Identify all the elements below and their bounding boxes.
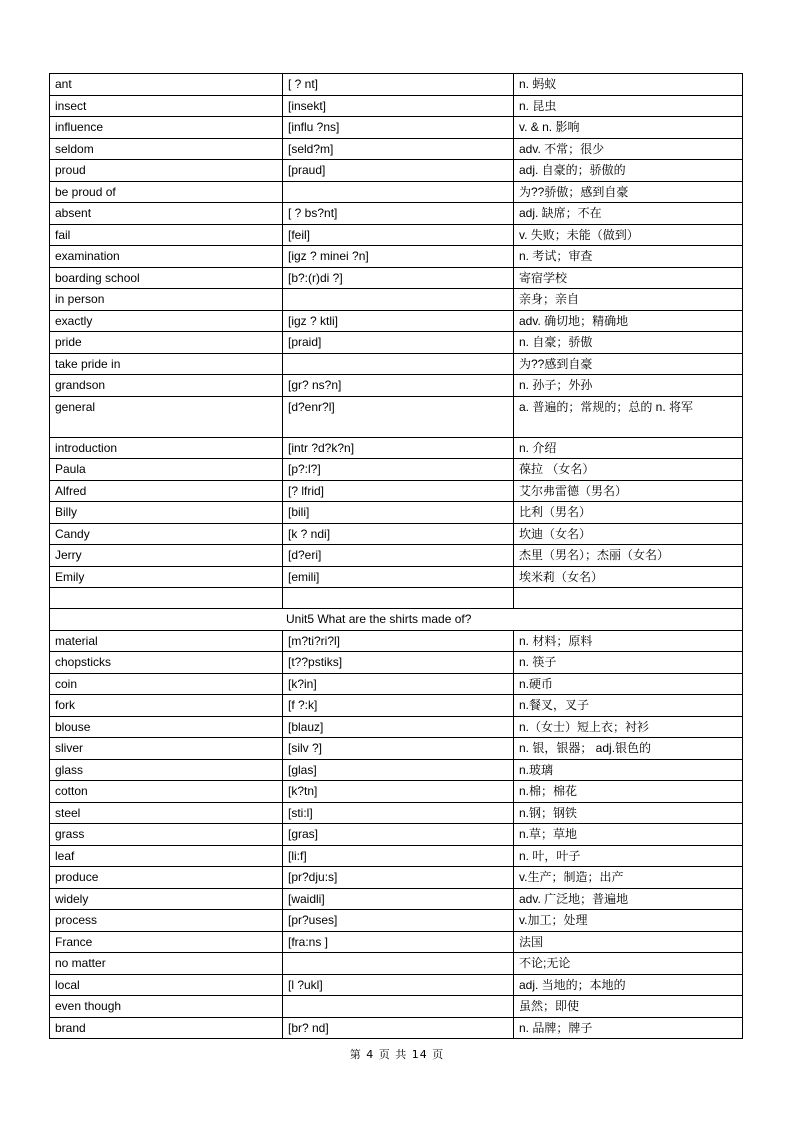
word-cell: pride [50, 332, 283, 354]
vocab-row-general [50, 396, 743, 437]
word-cell: insect [50, 95, 283, 117]
meaning-cell: 为??骄傲；感到自豪 [514, 181, 743, 203]
phonetic-cell: [l ?ukl] [283, 974, 514, 996]
phonetic-cell: [gras] [283, 824, 514, 846]
meaning-cell: n.草；草地 [514, 824, 743, 846]
phonetic-cell: [igz ? ktli] [283, 310, 514, 332]
meaning-cell: n. 银，银器； adj.银色的 [514, 738, 743, 760]
meaning-cell: n.硬币 [514, 673, 743, 695]
table-row [50, 931, 743, 953]
meaning-cell: adv. 广泛地；普遍地 [514, 888, 743, 910]
word-cell: be proud of [50, 181, 283, 203]
vocabulary-page [49, 73, 743, 1039]
word-cell: widely [50, 888, 283, 910]
word-cell: leaf [50, 845, 283, 867]
meaning-cell: 为??感到自豪 [514, 353, 743, 375]
word-cell: material [50, 630, 283, 652]
phonetic-cell [283, 181, 514, 203]
table-row [50, 332, 743, 354]
meaning-cell: n. 考试；审查 [514, 246, 743, 268]
phonetic-cell: [ ? bs?nt] [283, 203, 514, 225]
meaning-cell: 艾尔弗雷德（男名） [514, 480, 743, 502]
word-cell: absent [50, 203, 283, 225]
word-cell: Emily [50, 566, 283, 588]
table-row [50, 117, 743, 139]
table-row [50, 74, 743, 96]
blank-row [50, 588, 743, 609]
word-cell: introduction [50, 437, 283, 459]
phonetic-cell: [k?tn] [283, 781, 514, 803]
table-row [50, 953, 743, 975]
phonetic-cell: [blauz] [283, 716, 514, 738]
table-row [50, 652, 743, 674]
word-cell: take pride in [50, 353, 283, 375]
phonetic-cell: [li:f] [283, 845, 514, 867]
meaning-cell: n.玻璃 [514, 759, 743, 781]
word-cell: Billy [50, 502, 283, 524]
phonetic-cell: [insekt] [283, 95, 514, 117]
table-row [50, 437, 743, 459]
word-cell: glass [50, 759, 283, 781]
table-row [50, 845, 743, 867]
meaning-cell: 埃米莉（女名） [514, 566, 743, 588]
phonetic-cell: [k ? ndi] [283, 523, 514, 545]
meaning-cell: a. 普遍的；常规的；总的 n. 将军 [514, 396, 743, 437]
phonetic-cell: [igz ? minei ?n] [283, 246, 514, 268]
table-row [50, 888, 743, 910]
word-cell: Paula [50, 459, 283, 481]
phonetic-cell: [d?enr?l] [283, 396, 514, 437]
phonetic-cell: [praud] [283, 160, 514, 182]
table-row [50, 781, 743, 803]
meaning-cell: adj. 缺席；不在 [514, 203, 743, 225]
meaning-cell: adj. 当地的；本地的 [514, 974, 743, 996]
phonetic-cell: [fra:ns ] [283, 931, 514, 953]
meaning-cell: 不论;无论 [514, 953, 743, 975]
phonetic-cell: [sti:l] [283, 802, 514, 824]
phonetic-cell: [f ?:k] [283, 695, 514, 717]
phonetic-cell: [pr?uses] [283, 910, 514, 932]
phonetic-cell: [gr? ns?n] [283, 375, 514, 397]
table-row [50, 630, 743, 652]
phonetic-cell: [pr?dju:s] [283, 867, 514, 889]
word-cell: examination [50, 246, 283, 268]
meaning-cell: n. 蚂蚁 [514, 74, 743, 96]
table-row [50, 545, 743, 567]
word-cell: cotton [50, 781, 283, 803]
table-row [50, 974, 743, 996]
table-row [50, 95, 743, 117]
word-cell: fork [50, 695, 283, 717]
word-cell: coin [50, 673, 283, 695]
table-row [50, 738, 743, 760]
meaning-cell: 杰里（男名）；杰丽（女名） [514, 545, 743, 567]
phonetic-cell: [seld?m] [283, 138, 514, 160]
word-cell: France [50, 931, 283, 953]
table-row [50, 566, 743, 588]
word-cell: blouse [50, 716, 283, 738]
meaning-cell: v.生产；制造；出产 [514, 867, 743, 889]
table-row [50, 523, 743, 545]
meaning-cell: n.餐叉，叉子 [514, 695, 743, 717]
table-row [50, 160, 743, 182]
word-cell: boarding school [50, 267, 283, 289]
meaning-cell: n.（女士）短上衣；衬衫 [514, 716, 743, 738]
word-cell: local [50, 974, 283, 996]
phonetic-cell [283, 289, 514, 311]
meaning-cell: n. 叶，叶子 [514, 845, 743, 867]
meaning-cell: 坎迪（女名） [514, 523, 743, 545]
table-row [50, 996, 743, 1018]
word-cell: grandson [50, 375, 283, 397]
word-cell: Candy [50, 523, 283, 545]
meaning-cell: v.加工；处理 [514, 910, 743, 932]
table-row [50, 673, 743, 695]
table-row [50, 459, 743, 481]
phonetic-cell: [d?eri] [283, 545, 514, 567]
phonetic-cell [283, 353, 514, 375]
meaning-cell: 葆拉 （女名） [514, 459, 743, 481]
word-cell: proud [50, 160, 283, 182]
table-row [50, 1017, 743, 1039]
meaning-cell: 虽然；即使 [514, 996, 743, 1018]
vocab-rows-part-2 [50, 437, 743, 588]
table-row [50, 353, 743, 375]
phonetic-cell: [b?:(r)di ?] [283, 267, 514, 289]
table-row [50, 867, 743, 889]
meaning-cell: n.棉；棉花 [514, 781, 743, 803]
meaning-cell: n. 品牌；牌子 [514, 1017, 743, 1039]
table-row [50, 203, 743, 225]
word-cell: in person [50, 289, 283, 311]
table-row [50, 695, 743, 717]
phonetic-cell: [waidli] [283, 888, 514, 910]
meaning-cell: n. 筷子 [514, 652, 743, 674]
table-row [50, 310, 743, 332]
phonetic-cell: [br? nd] [283, 1017, 514, 1039]
meaning-cell: 法国 [514, 931, 743, 953]
phonetic-cell: [t??pstiks] [283, 652, 514, 674]
meaning-cell: n. 昆虫 [514, 95, 743, 117]
table-row [50, 502, 743, 524]
phonetic-cell: [intr ?d?k?n] [283, 437, 514, 459]
phonetic-cell: [k?in] [283, 673, 514, 695]
table-row [50, 480, 743, 502]
blank-cell [283, 588, 514, 609]
meaning-cell: adv. 确切地；精确地 [514, 310, 743, 332]
table-row [50, 246, 743, 268]
phonetic-cell [283, 996, 514, 1018]
phonetic-cell: [ ? nt] [283, 74, 514, 96]
meaning-cell: v. & n. 影响 [514, 117, 743, 139]
vocab-rows-part-1 [50, 74, 743, 397]
meaning-cell: n.钢；钢铁 [514, 802, 743, 824]
word-cell: seldom [50, 138, 283, 160]
table-row [50, 759, 743, 781]
unit-separator [50, 588, 743, 631]
word-cell: Alfred [50, 480, 283, 502]
phonetic-cell: [m?ti?ri?l] [283, 630, 514, 652]
phonetic-cell: [? lfrid] [283, 480, 514, 502]
table-row [50, 138, 743, 160]
table-row [50, 289, 743, 311]
meaning-cell: n. 材料；原料 [514, 630, 743, 652]
table-row [50, 267, 743, 289]
word-cell: brand [50, 1017, 283, 1039]
vocabulary-table [49, 73, 743, 1039]
page-footer: 第 4 页 共 14 页 [349, 1048, 445, 1061]
table-row [50, 224, 743, 246]
blank-cell [50, 588, 283, 609]
table-row [50, 716, 743, 738]
word-cell: chopsticks [50, 652, 283, 674]
meaning-cell: 亲身；亲自 [514, 289, 743, 311]
meaning-cell: v. 失败；未能（做到） [514, 224, 743, 246]
word-cell: no matter [50, 953, 283, 975]
table-row [50, 802, 743, 824]
phonetic-cell [283, 953, 514, 975]
word-cell: grass [50, 824, 283, 846]
meaning-cell: n. 自豪；骄傲 [514, 332, 743, 354]
vocab-rows-part-3 [50, 630, 743, 1039]
word-cell: fail [50, 224, 283, 246]
word-cell: influence [50, 117, 283, 139]
word-cell: general [50, 396, 283, 437]
phonetic-cell: [feil] [283, 224, 514, 246]
blank-cell [514, 588, 743, 609]
word-cell: exactly [50, 310, 283, 332]
meaning-cell: 比利（男名） [514, 502, 743, 524]
unit-heading-row [50, 609, 743, 631]
phonetic-cell: [influ ?ns] [283, 117, 514, 139]
meaning-cell: n. 介绍 [514, 437, 743, 459]
phonetic-cell: [emili] [283, 566, 514, 588]
word-cell: sliver [50, 738, 283, 760]
meaning-cell: n. 孙子；外孙 [514, 375, 743, 397]
phonetic-cell: [praid] [283, 332, 514, 354]
meaning-cell: 寄宿学校 [514, 267, 743, 289]
meaning-cell: adj. 自豪的；骄傲的 [514, 160, 743, 182]
meaning-cell: adv. 不常；很少 [514, 138, 743, 160]
word-cell: Jerry [50, 545, 283, 567]
phonetic-cell: [p?:l?] [283, 459, 514, 481]
table-row [50, 824, 743, 846]
table-row [50, 910, 743, 932]
word-cell: produce [50, 867, 283, 889]
phonetic-cell: [bili] [283, 502, 514, 524]
word-cell: even though [50, 996, 283, 1018]
word-cell: steel [50, 802, 283, 824]
table-row [50, 396, 743, 437]
word-cell: ant [50, 74, 283, 96]
unit-heading: Unit5 What are the shirts made of? [50, 609, 743, 631]
phonetic-cell: [silv ?] [283, 738, 514, 760]
word-cell: process [50, 910, 283, 932]
table-row [50, 375, 743, 397]
phonetic-cell: [glas] [283, 759, 514, 781]
table-row [50, 181, 743, 203]
